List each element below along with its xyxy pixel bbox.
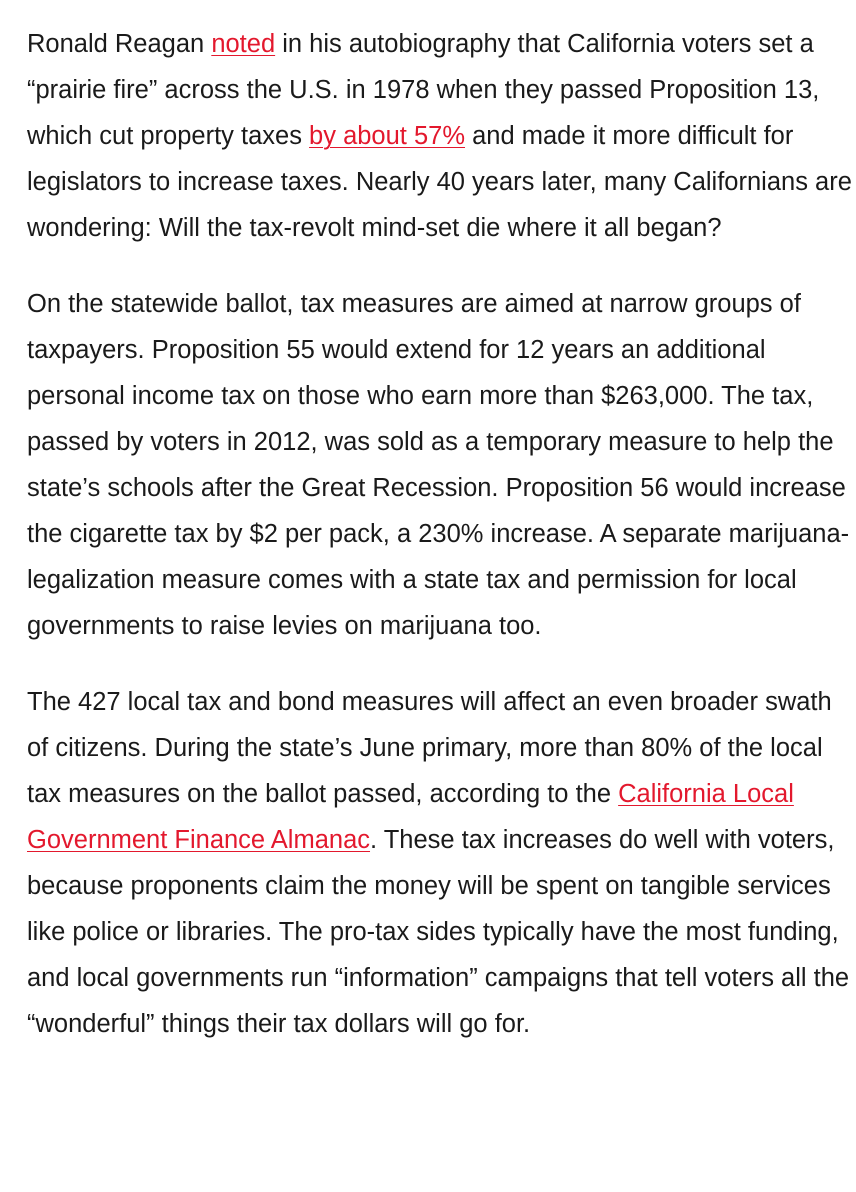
finance-almanac-link[interactable]: California Local Government Finance Almanac — [27, 780, 794, 854]
paragraph-3-text-a: The 427 local tax and bond measures will affect an even broader swath of citizens. During the state’s June primary, more than 80% of the local tax measures on the ballot passed, according to the — [27, 688, 832, 808]
paragraph-1-text-c: and made it more difficult for legislators to increase taxes. Nearly 40 years later, many Californians are wondering: Will the tax-revolt mind-set die where it all began? — [27, 122, 852, 242]
paragraph-3-text-b: . These tax increases do well with voters, because proponents claim the money will be spent on tangible services like police or libraries. The pro-tax sides typically have the most funding, and local governments run “information” campaigns that tell voters all the “wonderful” things their tax dollars will go for. — [27, 826, 850, 1038]
noted-link[interactable]: noted — [211, 30, 276, 58]
paragraph-1-text-a: Ronald Reagan — [27, 30, 212, 58]
paragraph-1 — [27, 21, 856, 251]
by-about-57-percent-link[interactable]: by about 57% — [309, 122, 465, 150]
paragraph-2: On the statewide ballot, tax measures are aimed at narrow groups of taxpayers. Proposition 55 would extend for 12 years an additional personal income tax on those who earn more than $263,000. The tax, passed by voters in 2012, was sold as a temporary measure to help the state’s schools after the Great Recession. Proposition 56 would increase the cigarette tax by $2 per pack, a 230% increase. A separate marijuana-legalization measure comes with a state tax and permission for local governments to raise levies on marijuana too. — [27, 290, 850, 640]
paragraph-1-text-b: in his autobiography that California voters set a “prairie fire” across the U.S. in 1978 when they passed Proposition 13, which cut property taxes — [27, 30, 820, 150]
paragraph-3 — [27, 679, 856, 1047]
